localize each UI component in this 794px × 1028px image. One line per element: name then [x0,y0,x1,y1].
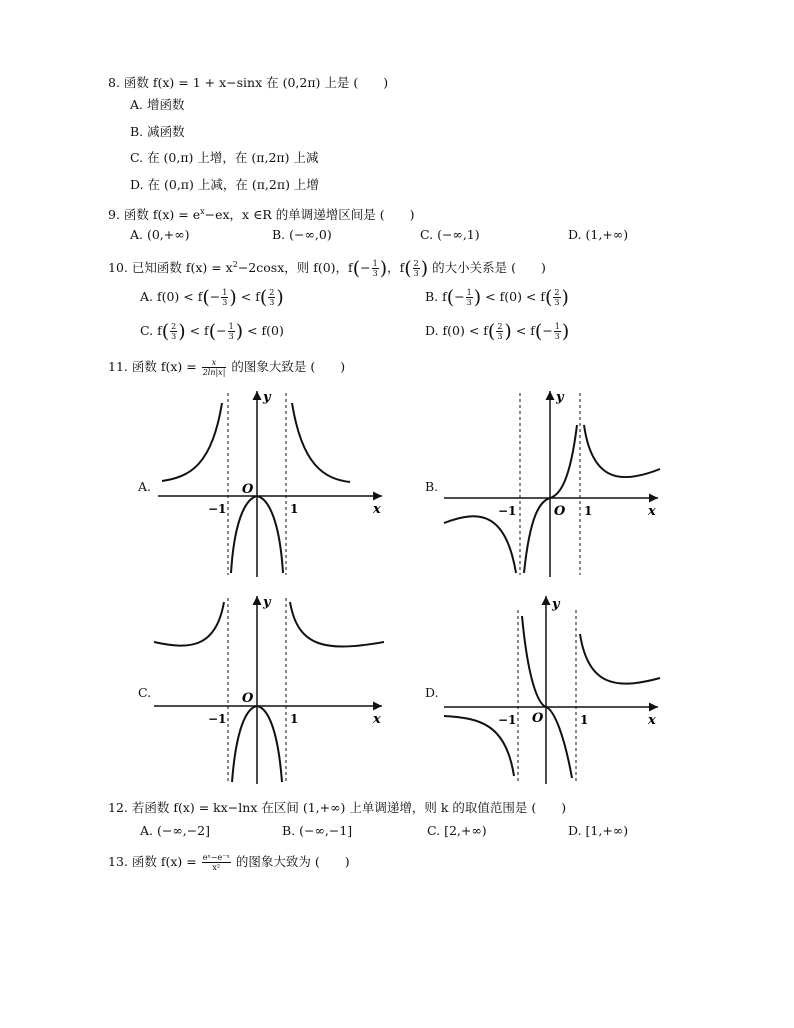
graph-a [150,385,390,580]
tick-label: 1 [290,502,299,516]
x-label: x [648,504,656,519]
q10-option-c: C. f( $\frac{2}{3}$ ) < f(− $\frac{1}{3}$ ) < f(0) [140,320,284,343]
x-label: x [373,712,381,727]
y-label: y [263,595,271,610]
q8-option-a: A. 增函数 [130,97,185,112]
q12-option-d: D. [1,+∞) [568,823,629,838]
tick-label: −1 [208,712,227,726]
tick-label: −1 [498,504,517,518]
tick-label: −1 [498,713,517,727]
y-label: y [556,390,564,405]
curve [522,616,572,778]
q10-option-d: D. f(0) < f( $\frac{2}{3}$ ) < f(− $\frac{1}{3}$ ) [425,320,570,343]
graph-b [440,385,665,580]
graph-c [150,590,390,785]
q12-option-c: C. [2,+∞) [427,823,487,838]
curve [584,425,660,477]
curve [162,403,222,481]
tick-label: 1 [580,713,589,727]
tick-label: −1 [208,502,227,516]
q10-stem: 10. 已知函数 $f(x) = x^2-2\cos x$，则 f(0)，f(− $\frac{1}{3}$ )，f( $\frac{2}{3}$ ) 的大小关系是 ( ) [108,257,546,280]
q9-option-c: C. (−∞,1) [420,227,480,242]
y-label: y [263,390,271,405]
x-label: x [373,502,381,517]
q12-option-a: A. (−∞,−2] [140,823,211,838]
graph-d [440,590,665,785]
q10-option-a: A. f(0) < f(− $\frac{1}{3}$ ) < f( $\frac{2}{3}$ ) [140,286,284,309]
curve [580,634,660,684]
q8-option-d: D. 在 (0,π) 上减，在 (π,2π) 上增 [130,177,319,192]
q11-stem: 11. 函数 f(x) = $\frac{x}{2\ln|x|}$ 的图象大致是 ( ) [108,358,346,377]
origin-label: O [554,504,566,519]
q12-option-b: B. (−∞,−1] [282,823,353,838]
q8-option-c: C. 在 (0,π) 上增，在 (π,2π) 上减 [130,150,319,165]
q9-option-b: B. (−∞,0) [272,227,332,242]
q8-option-b: B. 减函数 [130,124,185,139]
graph-label-b: B. [425,479,439,494]
x-label: x [648,713,656,728]
q10-option-b: B. f(− $\frac{1}{3}$ ) < f(0) < f( $\frac{2}{3}$ ) [425,286,569,309]
curve [444,516,516,573]
graph-label-a: A. [138,479,152,494]
curve [292,403,350,482]
tick-label: 1 [584,504,593,518]
fraction: $\frac{x}{2\ln|x|}$ [202,358,226,377]
origin-label: O [242,691,254,706]
y-label: y [552,597,560,612]
origin-label: O [242,482,254,497]
curve [290,602,384,646]
origin-label: O [532,711,544,726]
curve [154,602,224,646]
fraction: $\frac{1}{3}$ [372,259,378,279]
q9-option-d: D. (1,+∞) [568,227,629,242]
tick-label: 1 [290,712,299,726]
q9-stem: 9. 函数 $f(x) = e^x-ex$，x ∈R 的单调递增区间是 ( ) [108,207,415,223]
q9-option-a: A. (0,+∞) [130,227,190,242]
graph-label-d: D. [425,685,439,700]
fraction: $\frac{\text{eˣ−e⁻ˣ}}{\text{x²}}$ [202,853,230,872]
fraction: $\frac{2}{3}$ [413,259,419,279]
q12-stem: 12. 若函数 f(x) = kx−lnx 在区间 (1,+∞) 上单调递增，则 k 的取值范围是 ( ) [108,800,567,815]
q13-stem: 13. 函数 f(x) = $\frac{\text{eˣ−e⁻ˣ}}{\text{x²}}$ 的图象大致为 ( ) [108,853,350,872]
graph-label-c: C. [138,685,152,700]
q8-stem: 8. 函数 f(x) = 1 + x−sinx 在 (0,2π) 上是 ( ) [108,75,389,90]
